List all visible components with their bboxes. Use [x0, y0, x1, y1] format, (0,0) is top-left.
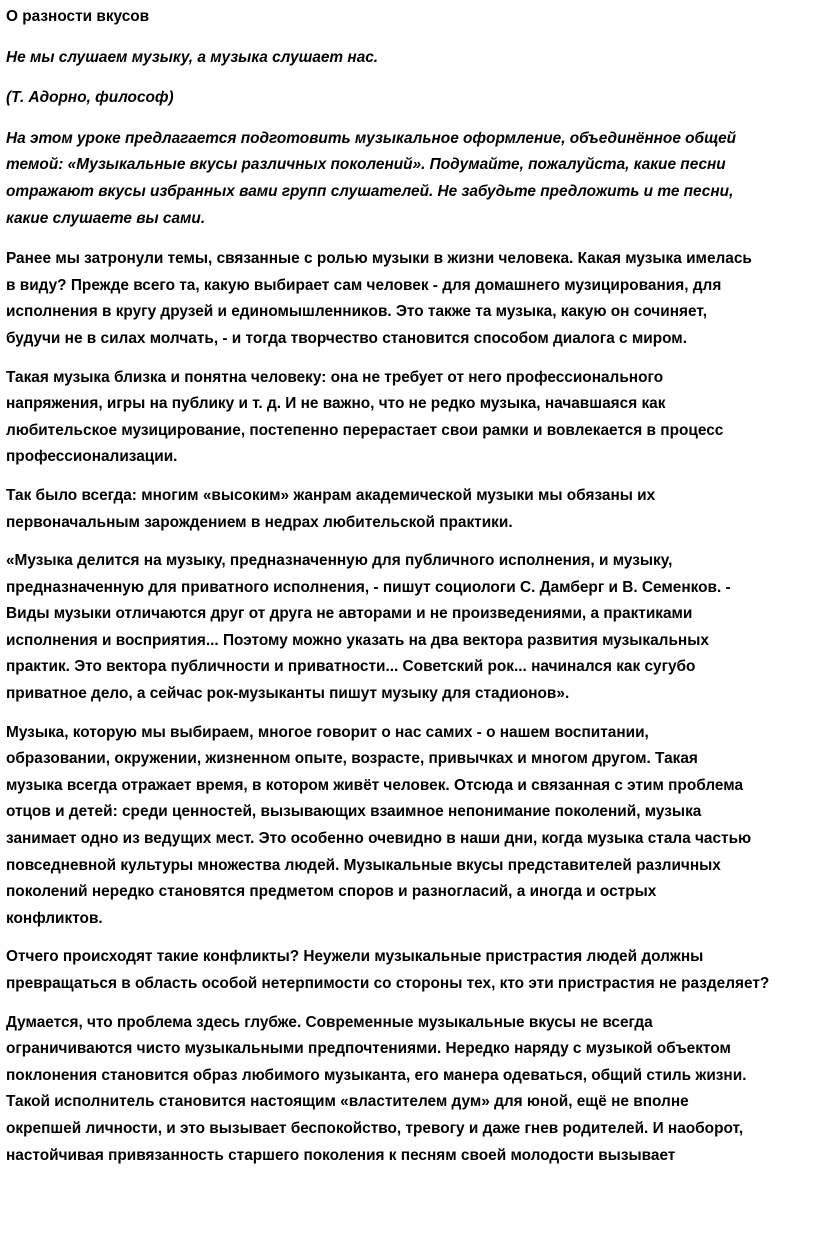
paragraph-7: Думается, что проблема здесь глубже. Современные музыкальные вкусы не всегда ограничиваются чисто музыкальными предпочтениями. Нередко наряду с музыкой объектом поклонения становится образ любимого музыканта, его манера одеваться, общий стиль жизни. Такой исполнитель становится настоящим «властителем дум» для юной, ещё не вполне окрепшей личности, и это вызывает беспокойство, тревогу и даже гнев родителей. И наоборот, настойчивая привязанность старшего поколения к песням своей молодости вызывает [6, 1013, 747, 1164]
paragraph-2: Такая музыка близка и понятна человеку: она не требует от него профессионального напряжения, игры на публику и т. д. И не важно, что не редко музыка, начавшаяся как любительское музицирование, постепенно перерастает свои рамки и вовлекается в процесс профессионализации. [6, 368, 724, 466]
task-paragraph: На этом уроке предлагается подготовить музыкальное оформление, объединённое общей темой: «Музыкальные вкусы различных поколений». Подумайте, пожалуйста, какие песни отражают вкусы избранных вами групп слушателей. Не забудьте предложить и те песни, какие слушаете вы сами. [6, 129, 737, 227]
paragraph-4-quote: «Музыка делится на музыку, предназначенную для публичного исполнения, и музыку, предназначенную для приватного исполнения, - пишут социологи С. Дамберг и В. Семенков. - Виды музыки отличаются друг от друга не авторами и не произведениями, а практиками исполнения и восприятия... Поэтому можно указать на два вектора развития музыкальных практик. Это вектора публичности и приватности... Советский рок... начинался как сугубо приватное дело, а сейчас рок-музыканты пишут музыку для стадионов». [6, 552, 731, 703]
document-title: О разности вкусов [6, 8, 150, 25]
paragraph-5: Музыка, которую мы выбираем, многое говорит о нас самих - о нашем воспитании, образовании, окружении, жизненном опыте, возрасте, привычках и многом другом. Такая музыка всегда отражает время, в котором живёт человек. Отсюда и связанная с этим проблема отцов и детей: среди ценностей, вызывающих взаимное непонимание поколений, музыка занимает одно из ведущих мест. Это особенно очевидно в наши дни, когда музыка стала частью повседневной культуры множества людей. Музыкальные вкусы представителей различных поколений нередко становятся предметом споров и разногласий, а иногда и острых конфликтов. [6, 723, 752, 927]
paragraph-1: Ранее мы затронули темы, связанные с ролью музыки в жизни человека. Какая музыка имелась в виду? Прежде всего та, какую выбирает сам человек - для домашнего музицирования, для исполнения в кругу друзей и единомышленников. Это также та музыка, какую он сочиняет, будучи не в силах молчать, - и тогда творчество становится способом диалога с миром. [6, 250, 752, 347]
epigraph-author: (Т. Адорно, философ) [6, 89, 174, 107]
paragraph-6: Отчего происходят такие конфликты? Неужели музыкальные пристрастия людей должны превращаться в область особой нетерпимости со стороны тех, кто эти пристрастия не разделяет? [6, 948, 770, 992]
paragraph-3: Так было всегда: многим «высоким» жанрам академической музыки мы обязаны их первоначальным зарождением в недрах любительской практики. [6, 486, 656, 531]
epigraph: Не мы слушаем музыку, а музыка слушает нас. [6, 48, 379, 66]
